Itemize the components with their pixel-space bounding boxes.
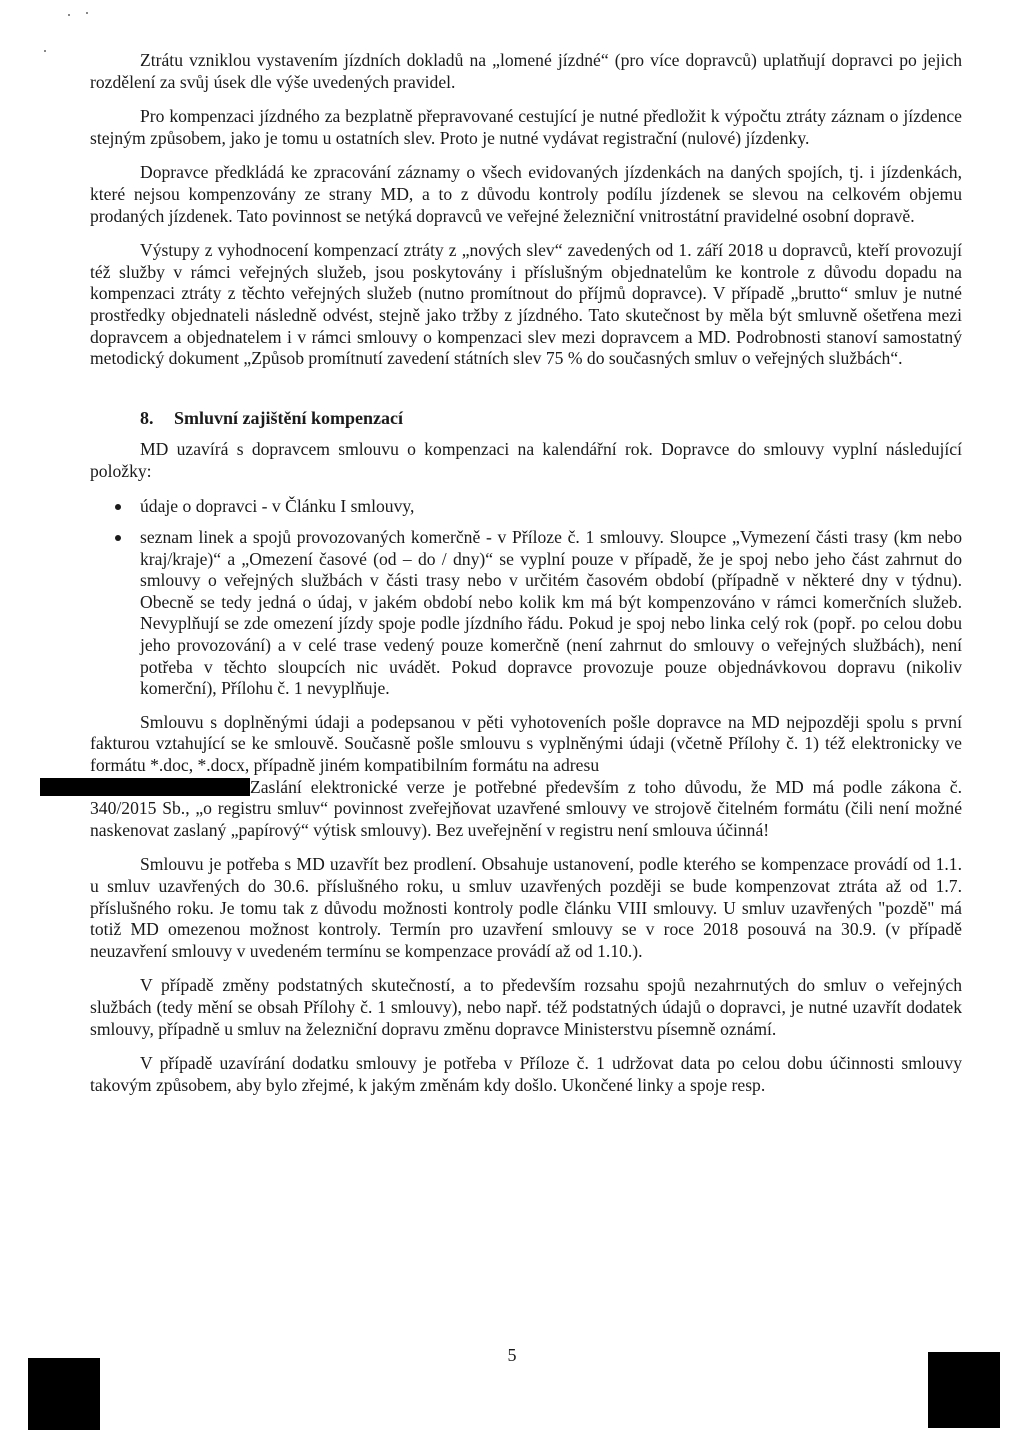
list-item xyxy=(90,496,962,518)
paragraph: Dopravce předkládá ke zpracování záznamy o všech evidovaných jízdenkách na daných spojích, tj. i jízdenkách, které nejsou kompenzovány ze strany MD, a to z důvodu kontroly podílu jízdenek se slevou na celkovém objemu prodaných jízdenek. Tato povinnost se netýká dopravců ve veřejné železniční vnitrostátní pravidelné osobní dopravě. xyxy=(90,162,962,226)
redaction-block xyxy=(40,778,250,796)
scan-speck xyxy=(68,14,70,16)
list-item-text: seznam linek a spojů provozovaných komerčně - v Příloze č. 1 smlouvy. Sloupce „Vymezení části trasy (km nebo kraj/kraje)“ a „Omezení časové (od – do / dny)“ se vyplní pouze v případě, že je spoj nebo jeho část zahrnut do smlouvy o veřejných službách v části trasy nebo v určitém časovém období (případně v některé dny v týdnu). Obecně se tedy jedná o údaj, v jakém období nebo kolik km má být kompenzováno v rámci komerčních služeb. Nevyplňují se zde omezení jízdy spoje podle jízdního řádu. Pokud je spoj nebo linka celý rok (popř. po celou dobu jeho provozování) a v celé trase vedený pouze komerčně (není zahrnut do smlouvy o veřejných službách), není potřeba v těchto sloupcích nic uvádět. Pokud dopravce provozuje pouze objednávkovou dopravu (nikoliv komerční), Přílohu č. 1 nevyplňuje. xyxy=(140,527,962,699)
page-number: 5 xyxy=(507,1345,517,1365)
section-heading xyxy=(140,408,962,430)
document-body xyxy=(90,50,962,1109)
bullet-icon xyxy=(115,504,121,510)
paragraph: Smlouvu je potřeba s MD uzavřít bez prodlení. Obsahuje ustanovení, podle kterého se kompenzace provádí od 1.1. u smluv uzavřených do 30.6. příslušného roku, u smluv uzavřených později se bude kompenzovat ztráta až od 1.7. příslušného roku. Je tomu tak z důvodu možnosti kontroly podle článku VIII smlouvy. U smluv uzavřených "pozdě" má totiž MD omezenou možnost kontroly. Termín pro uzavření smlouvy se v roce 2018 posouvá na 30.9. (v případě neuzavření smlouvy v uvedeném termínu se kompenzace provádí až od 1.10.). xyxy=(90,854,962,961)
list-item xyxy=(90,527,962,700)
redaction-block xyxy=(28,1358,100,1430)
bullet-icon xyxy=(115,535,121,541)
scan-speck xyxy=(44,50,46,52)
section-intro: MD uzavírá s dopravcem smlouvu o kompenzaci na kalendářní rok. Dopravce do smlouvy vyplní následující položky: xyxy=(90,439,962,481)
paragraph-text: Zaslání elektronické verze je potřebné především z toho důvodu, že MD má podle zákona č. 340/2015 Sb., „o registru smluv“ povinnost zveřejňovat uzavřené smlouvy ve strojově čitelném formátu (čili není možné naskenovat zaslaný „papírový“ výtisk smlouvy). Bez uveřejnění v registru není smlouva účinná! xyxy=(90,776,962,840)
bullet-list xyxy=(90,496,962,700)
section-number: 8. xyxy=(140,407,154,428)
section-title: Smluvní zajištění kompenzací xyxy=(174,407,404,428)
paragraph: V případě změny podstatných skutečností, a to především rozsahu spojů nezahrnutých do smluv o veřejných službách (tedy mění se obsah Přílohy č. 1 smlouvy), nebo např. též podstatných údajů o dopravci, je nutné uzavřít dodatek smlouvy, případně u smluv na železniční dopravu změnu dopravce Ministerstvu písemně oznámí. xyxy=(90,975,962,1039)
paragraph: Výstupy z vyhodnocení kompenzací ztráty z „nových slev“ zavedených od 1. září 2018 u dopravců, kteří provozují též služby v rámci veřejných služeb, jsou poskytovány i příslušným objednatelům ke kontrole z důvodu dopadu na kompenzaci ztráty z těchto veřejných služeb (nutno promítnout do příjmů dopravce). V případě „brutto“ smluv je nutné prostředky objednateli následně odvést, stejně jako tržby z jízdného. Tato skutečnost by měla být smluvně ošetřena mezi dopravcem a objednatelem i v rámci smlouvy o kompenzaci slev mezi dopravcem a MD. Podrobnosti stanoví samostatný metodický dokument „Způsob promítnutí zavedení státních slev 75 % do současných smluv o veřejných službách“. xyxy=(90,240,962,369)
paragraph: Pro kompenzaci jízdného za bezplatně přepravované cestující je nutné předložit k výpočtu ztráty záznam o jízdence stejným způsobem, jako je tomu u ostatních slev. Proto je nutné vydávat registrační (nulové) jízdenky. xyxy=(90,106,962,148)
list-item-text: údaje o dopravci - v Článku I smlouvy, xyxy=(140,495,415,516)
paragraph-text: Smlouvu s doplněnými údaji a podepsanou v pěti vyhotoveních pošle dopravce na MD nejpozději spolu s první fakturou vztahující se ke smlouvě. Současně pošle smlouvu s vyplněnými údaji (včetně Přílohy č. 1) též elektronicky ve formátu *.doc, *.docx, případně jiném kompatibilním formátu na adresu xyxy=(90,711,962,776)
scan-speck xyxy=(86,12,88,14)
paragraph: Ztrátu vzniklou vystavením jízdních dokladů na „lomené jízdné“ (pro více dopravců) uplatňují dopravci po jejich rozdělení za svůj úsek dle výše uvedených pravidel. xyxy=(90,50,962,92)
paragraph xyxy=(90,712,962,842)
paragraph: V případě uzavírání dodatku smlouvy je potřeba v Příloze č. 1 udržovat data po celou dobu účinnosti smlouvy takovým způsobem, aby bylo zřejmé, k jakým změnám kdy došlo. Ukončené linky a spoje resp. xyxy=(90,1053,962,1095)
redaction-block xyxy=(928,1352,1000,1428)
